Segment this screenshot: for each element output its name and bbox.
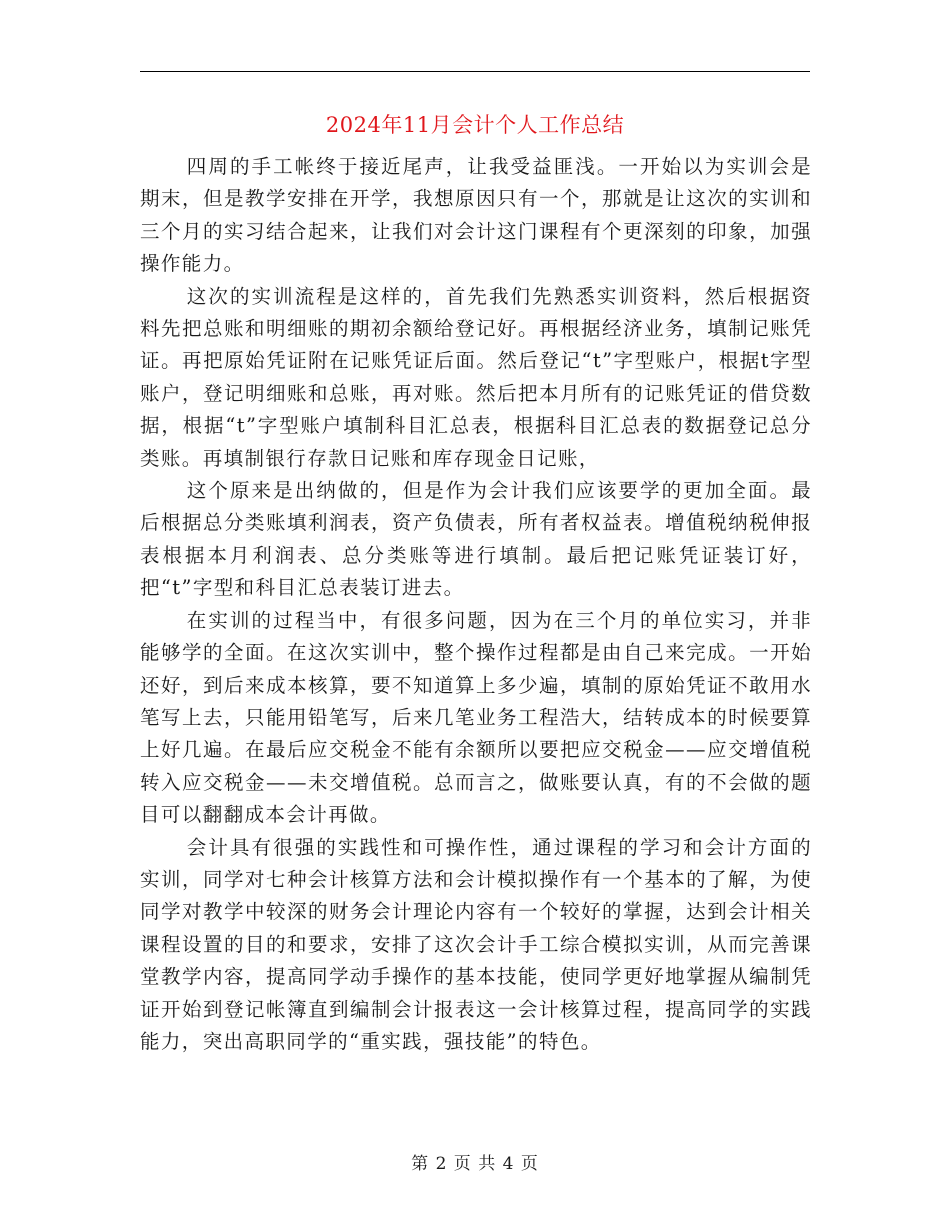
document-body (140, 151, 812, 1058)
document-title: 2024年11月会计个人工作总结 (325, 113, 625, 137)
paragraph: 四周的手工帐终于接近尾声，让我受益匪浅。一开始以为实训会是期末，但是教学安排在开学，我想原因只有一个，那就是让这次的实训和三个月的实习结合起来，让我们对会计这门课程有个更深刻的印象，加强操作能力。 (140, 155, 812, 276)
page-number: 第 2 页 共 4 页 (411, 1154, 539, 1174)
paragraph: 在实训的过程当中，有很多问题，因为在三个月的单位实习，并非能够学的全面。在这次实训中，整个操作过程都是由自己来完成。一开始还好，到后来成本核算，要不知道算上多少遍，填制的原始凭证不敢用水笔写上去，只能用铅笔写，后来几笔业务工程浩大，结转成本的时候要算上好几遍。在最后应交税金不能有余额所以要把应交税金——应交增值税转入应交税金——未交增值税。总而言之，做账要认真，有的不会做的题目可以翻翻成本会计再做。 (140, 608, 812, 827)
paragraph: 这个原来是出纳做的，但是作为会计我们应该要学的更加全面。最后根据总分类账填利润表，资产负债表，所有者权益表。增值税纳税伸报表根据本月利润表、总分类账等进行填制。最后把记账凭证装订好，把“t”字型和科目汇总表装订进去。 (140, 479, 812, 600)
paragraph: 这次的实训流程是这样的，首先我们先熟悉实训资料，然后根据资料先把总账和明细账的期初余额给登记好。再根据经济业务，填制记账凭证。再把原始凭证附在记账凭证后面。然后登记“t”字型账户，根据t字型账户，登记明细账和总账，再对账。然后把本月所有的记账凭证的借贷数据，根据“t”字型账户填制科目汇总表，根据科目汇总表的数据登记总分类账。再填制银行存款日记账和库存现金日记账， (140, 284, 812, 470)
header-rule (140, 71, 810, 72)
paragraph: 会计具有很强的实践性和可操作性，通过课程的学习和会计方面的实训，同学对七种会计核算方法和会计模拟操作有一个基本的了解，为使同学对教学中较深的财务会计理论内容有一个较好的掌握，达到会计相关课程设置的目的和要求，安排了这次会计手工综合模拟实训，从而完善课堂教学内容，提高同学动手操作的基本技能，使同学更好地掌握从编制凭证开始到登记帐簿直到编制会计报表这一会计核算过程，提高同学的实践能力，突出高职同学的“重实践，强技能”的特色。 (140, 835, 812, 1053)
